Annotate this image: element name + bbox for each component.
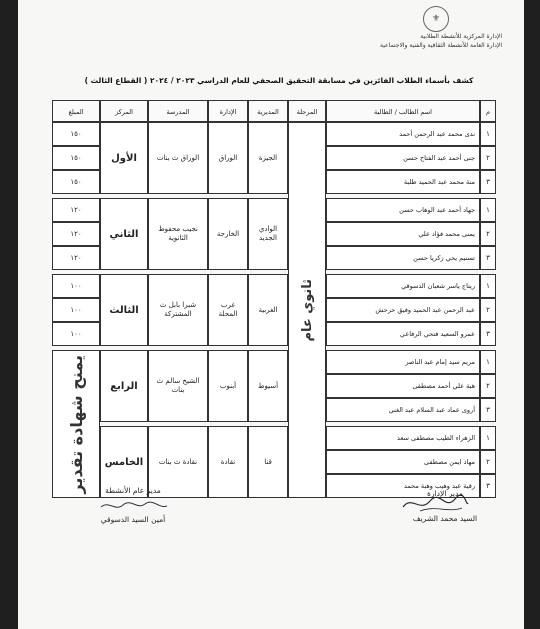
prize-amount: ١٥٠: [52, 146, 100, 170]
column-header: المدرسة: [148, 100, 208, 122]
rank-cell: الثالث: [100, 274, 148, 346]
row-number: ٢: [480, 222, 496, 246]
column-header: المبلغ: [52, 100, 100, 122]
award-note: يمنح شهادة تقدير: [66, 354, 86, 494]
directorate-cell: الغربية: [248, 274, 288, 346]
row-number: ١: [480, 122, 496, 146]
administration-cell: نقادة: [208, 426, 248, 498]
student-name: يمنى محمد فؤاد علي: [326, 222, 480, 246]
rank-cell: الرابع: [100, 350, 148, 422]
row-number: ٢: [480, 374, 496, 398]
document-title: كشف بأسماء الطلاب الفائزين في مسابقة التحقيق الصحفي للعام الدراسي ٢٠٢٣ / ٢٠٢٤ ( القطاع الثالث ): [84, 76, 474, 85]
column-header: م: [480, 100, 496, 122]
student-name: الزهراء الطيب مصطفى سعد: [326, 426, 480, 450]
student-name: ندى محمد عبد الرحمن أحمد: [326, 122, 480, 146]
column-header: المديرية: [248, 100, 288, 122]
row-number: ٣: [480, 398, 496, 422]
directorate-cell: قنا: [248, 426, 288, 498]
school-cell: شبرا بابل ث المشتركة: [148, 274, 208, 346]
signature-name: السيد محمد الشريف: [412, 514, 478, 523]
prize-amount: ١٥٠: [52, 170, 100, 194]
handwritten-signature: [400, 493, 470, 515]
column-header: المركز: [100, 100, 148, 122]
school-cell: نجيب محفوظ الثانوية: [148, 198, 208, 270]
prize-amount: ١٢٠: [52, 198, 100, 222]
administration-cell: غرب المحلة: [208, 274, 248, 346]
column-header: اسم الطالب / الطالبة: [326, 100, 480, 122]
row-number: ٣: [480, 322, 496, 346]
handwritten-signature: [99, 498, 169, 514]
row-number: ٣: [480, 246, 496, 270]
signature-name: أمين السيد الدسوقي: [100, 515, 166, 524]
column-header: المرحلة: [288, 100, 326, 122]
administration-cell: الخارجة: [208, 198, 248, 270]
prize-amount: ١٢٠: [52, 222, 100, 246]
row-number: ٢: [480, 298, 496, 322]
prize-amount: ١٢٠: [52, 246, 100, 270]
student-name: جهاد أحمد عبد الوهاب حسن: [326, 198, 480, 222]
administration-cell: الوراق: [208, 122, 248, 194]
row-number: ١: [480, 198, 496, 222]
directorate-cell: الجيزة: [248, 122, 288, 194]
organization-header: الإدارة المركزية للأنشطة الطلابية الإدارة العامة للأنشطة الثقافية والفنية والاجتماعية: [380, 33, 502, 49]
directorate-cell: الوادي الجديد: [248, 198, 288, 270]
seal-icon: ⚜: [423, 6, 449, 32]
student-name: جنى أحمد عبد الفتاح حسن: [326, 146, 480, 170]
student-name: مهاد ايمن مصطفى: [326, 450, 480, 474]
school-cell: نقادة ث بنات: [148, 426, 208, 498]
row-number: ٣: [480, 474, 496, 498]
stage-label: ثانوي عام: [299, 278, 315, 342]
rank-cell: الأول: [100, 122, 148, 194]
ministry-logo: [416, 6, 456, 32]
row-number: ١: [480, 426, 496, 450]
signature-title: مدير عام الأنشطة: [105, 486, 161, 495]
prize-amount: ١٥٠: [52, 122, 100, 146]
student-name: رقية عبد وهيب وهبة محمد: [326, 474, 480, 498]
rank-cell: الخامس: [100, 426, 148, 498]
award-note-cell: [52, 350, 100, 498]
stage-cell: [288, 122, 326, 498]
school-cell: الوراق ث بنات: [148, 122, 208, 194]
signature-title: مدير الإدارة: [427, 489, 463, 498]
row-number: ١: [480, 274, 496, 298]
rank-cell: الثاني: [100, 198, 148, 270]
student-name: عبد الرحمن عبد الحميد وفيق حرحش: [326, 298, 480, 322]
student-name: ريتاج ياسر شعبان الدسوقي: [326, 274, 480, 298]
column-header: الإدارة: [208, 100, 248, 122]
administration-cell: أبنوب: [208, 350, 248, 422]
prize-amount: ١٠٠: [52, 322, 100, 346]
row-number: ٢: [480, 450, 496, 474]
student-name: عمرو السعيد فتحي الرفاعي: [326, 322, 480, 346]
student-name: مريم سيد إمام عبد الناصر: [326, 350, 480, 374]
student-name: هبة علي أحمد مصطفى: [326, 374, 480, 398]
student-name: تسنيم يحي زكريا حسن: [326, 246, 480, 270]
student-name: منة محمد عبد الحميد طلبة: [326, 170, 480, 194]
prize-amount: ١٠٠: [52, 274, 100, 298]
school-cell: الشيخ سالم ث بنات: [148, 350, 208, 422]
directorate-cell: أسيوط: [248, 350, 288, 422]
student-name: أروى عماد عبد السلام عبد الغني: [326, 398, 480, 422]
right-signature-block: [390, 489, 500, 523]
left-signature-block: [73, 486, 193, 524]
prize-amount: ١٠٠: [52, 298, 100, 322]
row-number: ٣: [480, 170, 496, 194]
row-number: ١: [480, 350, 496, 374]
row-number: ٢: [480, 146, 496, 170]
document-page: [18, 0, 524, 629]
